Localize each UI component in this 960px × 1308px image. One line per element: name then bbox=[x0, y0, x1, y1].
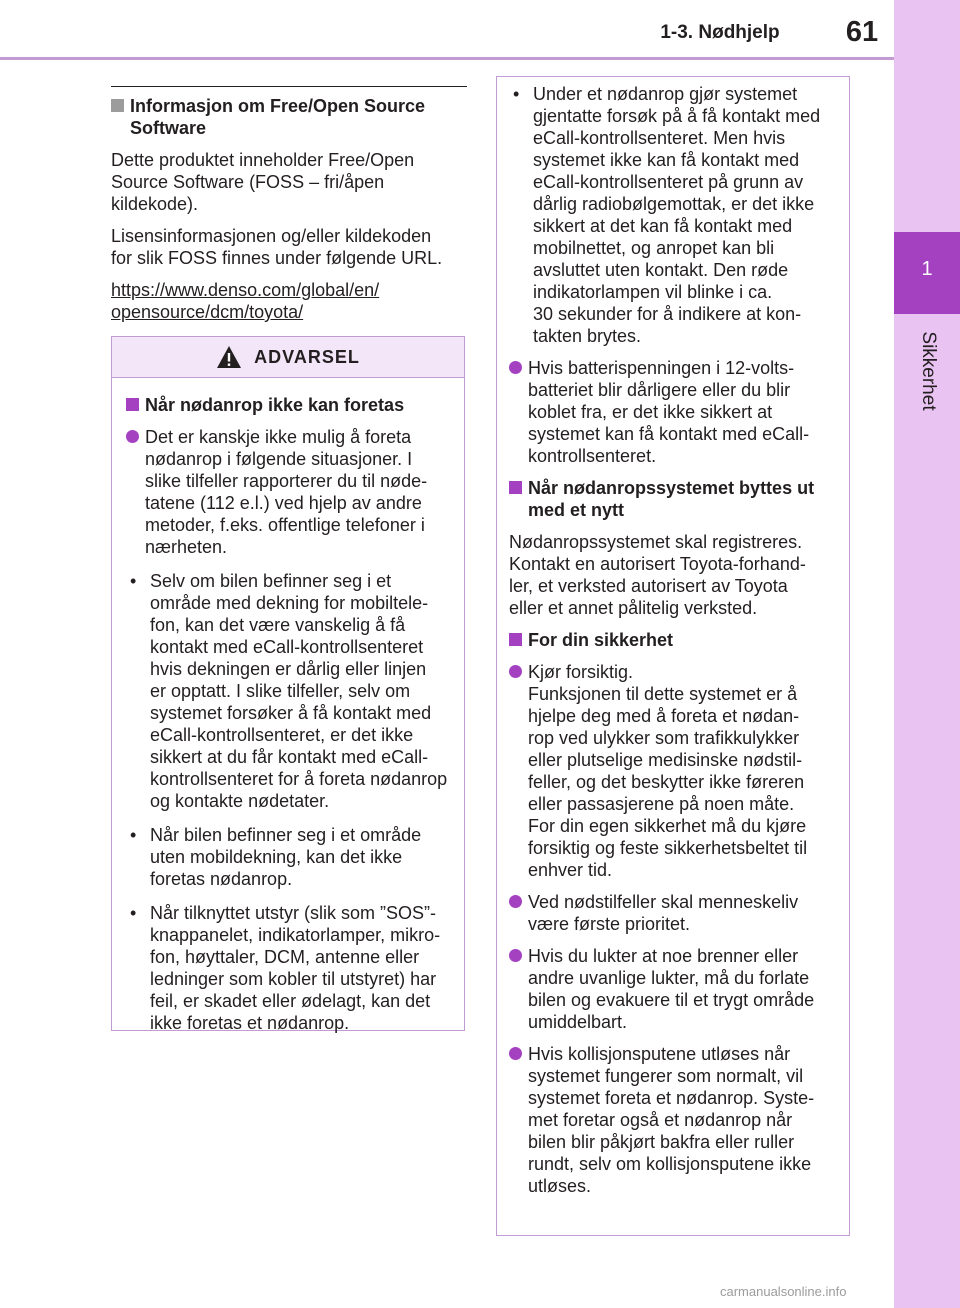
header-rule bbox=[0, 57, 894, 60]
paragraph: Nødanropssystemet skal registreres. Kontakt en autorisert Toyota-forhand- ler, et verksted autorisert av Toyota eller et annet pålitelig verksted. bbox=[509, 532, 806, 618]
side-tab-strip bbox=[894, 0, 960, 1308]
warning-item-heading bbox=[126, 394, 450, 416]
warning-item-heading-text: For din sikkerhet bbox=[528, 630, 674, 650]
purple-dot-icon bbox=[509, 361, 522, 374]
chapter-label: Sikkerhet bbox=[918, 331, 939, 411]
warning-item-heading-text: Når nødanropssystemet byttes ut med et nytt bbox=[528, 478, 815, 520]
purple-dot-icon bbox=[509, 1047, 522, 1060]
list-item bbox=[126, 570, 450, 812]
list-item-text: Hvis kollisjonsputene utløses når systemet fungerer som normalt, vil systemet foreta et nødanrop. Syste- met foretar også et nødanrop når bilen blir påkjørt bakfra eller ruller rundt, selv om kollisjonsputene ikke utløses. bbox=[528, 1044, 815, 1196]
list-item-text: Under et nødanrop gjør systemet gjentatte forsøk på å få kontakt med eCall-kontrollsenteret. Men hvis systemet ikke kan få kontakt med eCall-kontrollsenteret på grunn av dårlig radiobølgemottak, er det ikke sikkert at det kan få kontakt med mobilnettet, og anropet kan bli avsluttet uten kontakt. Den røde indikatorlampen vil blinke i ca. 30 sekunder for å indikere at kon- takten brytes. bbox=[533, 84, 821, 346]
warning-box-continued bbox=[496, 76, 850, 1236]
page-number: 61 bbox=[845, 16, 879, 48]
list-item-text: Ved nødstilfeller skal menneskeliv være første prioritet. bbox=[528, 892, 799, 934]
list-item bbox=[126, 902, 450, 1034]
section-heading-text: Informasjon om Free/Open Source Software bbox=[130, 96, 426, 138]
purple-dot-icon bbox=[509, 949, 522, 962]
warning-box bbox=[111, 336, 465, 1031]
warning-header bbox=[112, 337, 464, 378]
list-item-text: Selv om bilen befinner seg i et område med dekning for mobiltele- fon, kan det være vanskelig å få kontakt med eCall-kontrollsenteret hvis dekningen er dårlig eller linjen er opptatt. I slike tilfeller, selv om systemet forsøker å få kontakt med eCall-kontrollsenteret, er det ikke sikkert at du får kontakt med eCall- kontrollsenteret for å foreta nødanrop og kontakte nødetater. bbox=[150, 571, 448, 811]
warning-triangle-icon bbox=[216, 345, 242, 369]
purple-square-icon bbox=[126, 398, 139, 411]
purple-dot-icon bbox=[509, 895, 522, 908]
watermark: carmanualsonline.info bbox=[720, 1284, 847, 1299]
list-item bbox=[509, 945, 837, 1033]
warning-title: ADVARSEL bbox=[254, 346, 360, 367]
list-item-text: Når bilen befinner seg i et område uten mobildekning, kan det ikke foretas nødanrop. bbox=[150, 825, 422, 889]
warning-item-heading bbox=[509, 477, 837, 521]
bullet-icon: • bbox=[130, 903, 137, 923]
chapter-number: 1 bbox=[921, 258, 933, 280]
paragraph: Lisensinformasjonen og/eller kildekoden for slik FOSS finnes under følgende URL. bbox=[111, 226, 443, 268]
list-item bbox=[509, 1043, 837, 1197]
list-item-text: Hvis batterispenningen i 12-volts- batteriet blir dårligere eller du blir koblet fra, er det ikke sikkert at systemet kan få kontakt med eCall- kontrollsenteret. bbox=[528, 358, 810, 466]
purple-square-icon bbox=[509, 633, 522, 646]
list-item-text: Det er kanskje ikke mulig å foreta nødanrop i følgende situasjoner. I slike tilfeller rapporterer du til nøde- tatene (112 e.l.) ved hjelp av andre metoder, f.eks. offentlige telefoner i nærheten. bbox=[145, 427, 428, 557]
list-item bbox=[509, 357, 837, 467]
bullet-icon: • bbox=[130, 825, 137, 845]
list-item bbox=[509, 891, 837, 935]
bullet-icon: • bbox=[130, 571, 137, 591]
license-url-link[interactable]: https://www.denso.com/global/en/ opensource/dcm/toyota/ bbox=[111, 280, 380, 322]
section-title-header: 1-3. Nødhjelp bbox=[660, 22, 780, 43]
purple-dot-icon bbox=[126, 430, 139, 443]
gray-square-icon bbox=[111, 99, 124, 112]
warning-body bbox=[112, 378, 464, 1034]
bullet-icon: • bbox=[513, 84, 520, 104]
warning-item-heading-text: Når nødanrop ikke kan foretas bbox=[145, 395, 405, 415]
purple-dot-icon bbox=[509, 665, 522, 678]
purple-square-icon bbox=[509, 481, 522, 494]
list-item-text: Kjør forsiktig. Funksjonen til dette systemet er å hjelpe deg med å foreta et nødan- rop ved ulykker som trafikkulykker eller plutselige medisinske nødstil- feller, og det beskytter ikke føreren eller passasjerene på noen måte. For din egen sikkerhet må du kjøre forsiktig og feste sikkerhetsbeltet til enhver tid. bbox=[528, 662, 808, 880]
list-item bbox=[126, 426, 450, 558]
list-item bbox=[126, 824, 450, 890]
list-item-text: Hvis du lukter at noe brenner eller andre uvanlige lukter, må du forlate bilen og evakuere til et trygt område umiddelbart. bbox=[528, 946, 815, 1032]
paragraph: Dette produktet inneholder Free/Open Source Software (FOSS – fri/åpen kildekode). bbox=[111, 150, 415, 214]
list-item bbox=[509, 83, 837, 347]
list-item-text: Når tilknyttet utstyr (slik som ”SOS”- knappanelet, indikatorlamper, mikro- fon, høyttaler, DCM, antenne eller ledninger som kobler til utstyret) har feil, er skadet eller ødelagt, kan det ikke foretas et nødanrop. bbox=[150, 903, 441, 1033]
section-heading bbox=[111, 95, 467, 139]
warning-item-heading bbox=[509, 629, 837, 651]
left-column bbox=[111, 86, 467, 323]
list-item bbox=[509, 661, 837, 881]
